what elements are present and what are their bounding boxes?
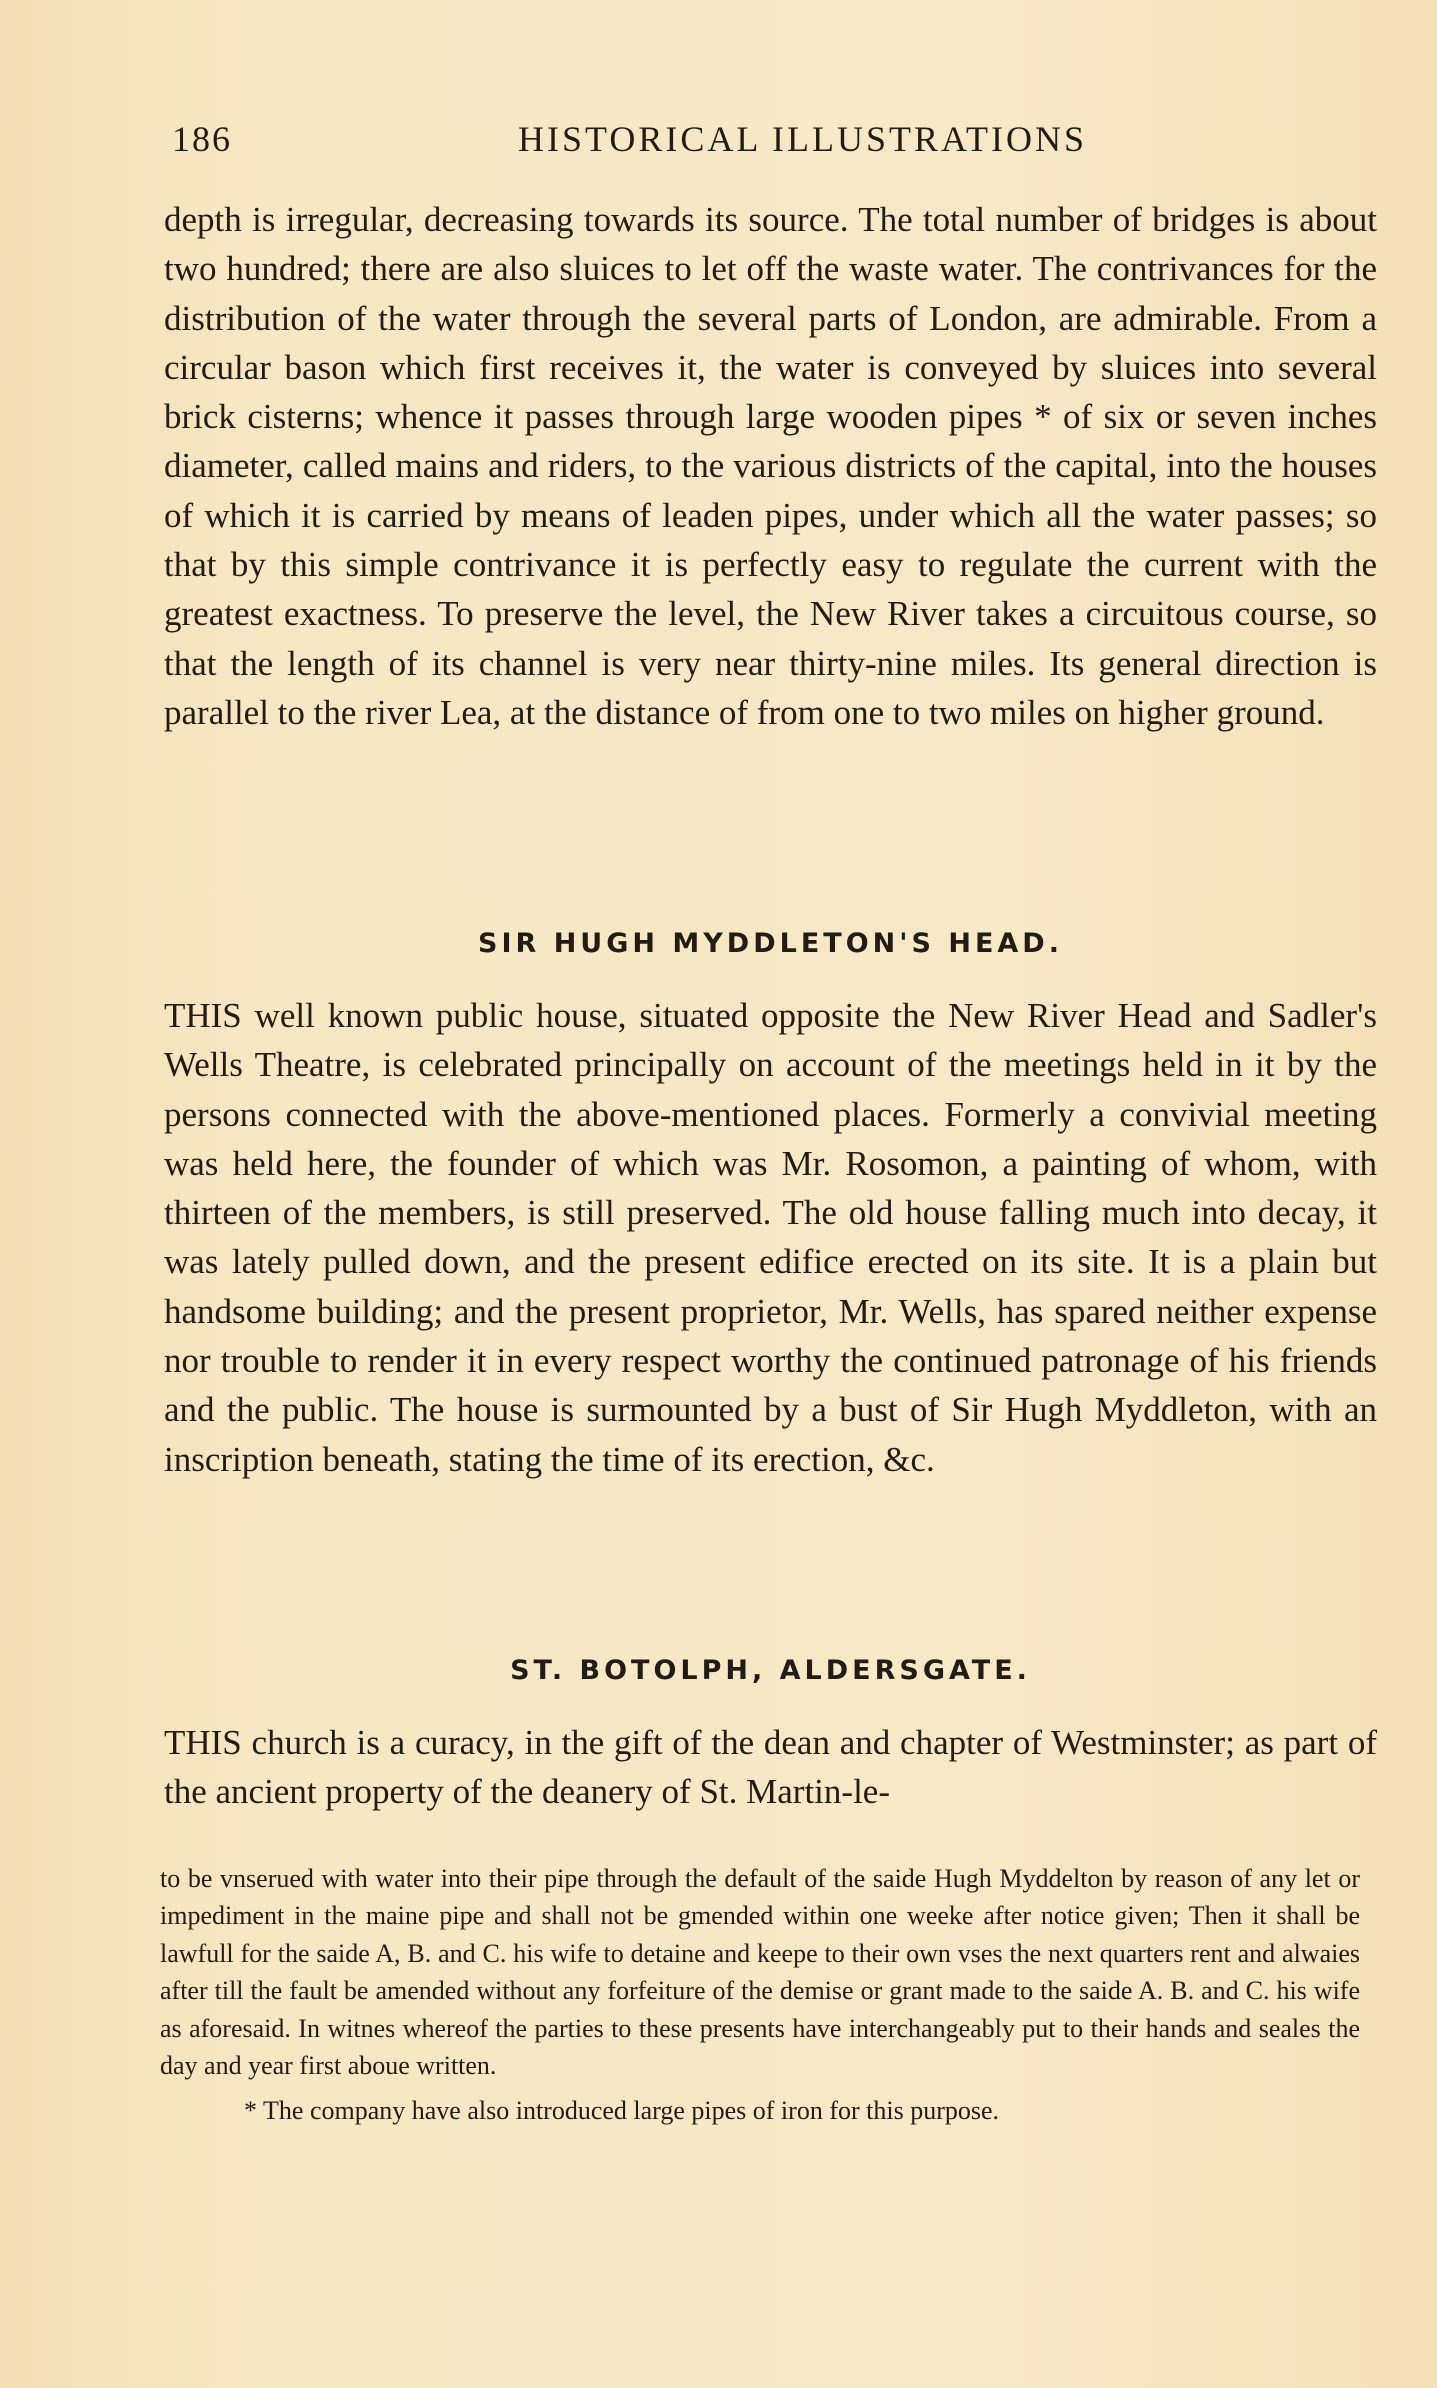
running-head <box>172 118 1367 178</box>
page-number: 186 <box>172 119 232 159</box>
paragraph-text: THIS church is a curacy, in the gift of the dean and chapter of Westminster; as part of the ancient property of the deanery of St. Martin-le- <box>164 1723 1377 1812</box>
section-heading-myddleton: SIR HUGH MYDDLETON'S HEAD. <box>478 928 1063 959</box>
footnote-star: * The company have also introduced large pipes of iron for this purpose. <box>244 2096 1000 2126</box>
continuation-paragraph <box>164 195 1377 737</box>
section-text-st-botolph <box>164 1718 1377 1817</box>
section-heading-st-botolph: ST. BOTOLPH, ALDERSGATE. <box>510 1655 1031 1686</box>
footnote-continuation: to be vnserued with water into their pipe through the default of the saide Hugh Myddelton by reason of any let or impediment in the maine pipe and shall not be gmended within one weeke after notice given; Then it shall be lawfull for the saide A, B. and C. his wife to detaine and keepe to their own vses the next quarters rent and alwaies after till the fault be amended without any forfeiture of the demise or grant made to the saide A. B. and C. his wife as aforesaid. In witnes whereof the parties to these presents have interchangeably put to their hands and seales the day and year first aboue written. <box>160 1864 1360 2081</box>
running-title: HISTORICAL ILLUSTRATIONS <box>518 119 1088 159</box>
paragraph-text: depth is irregular, decreasing towards its source. The total number of bridges is about two hundred; there are also sluices to let off the waste water. The contrivances for the distribution of the water through the several parts of London, are admirable. From a circular bason which first receives it, the water is conveyed by sluices into several brick cisterns; whence it passes through large wooden pipes * of six or seven inches diameter, called mains and riders, to the various districts of the capital, into the houses of which it is carried by means of leaden pipes, under which all the water passes; so that by this simple contrivance it is perfectly easy to regulate the current with the greatest exactness. To preserve the level, the New River takes a circuitous course, so that the length of its channel is very near thirty-nine miles. Its general direction is parallel to the river Lea, at the distance of from one to two miles on higher ground. <box>164 200 1377 732</box>
section-text-myddleton <box>164 991 1377 1484</box>
footnotes <box>160 1860 1360 2130</box>
paragraph-text: THIS well known public house, situated opposite the New River Head and Sadler's Wells Theatre, is celebrated principally on account of the meetings held in it by the persons connected with the above-mentioned places. Formerly a convivial meeting was held here, the founder of which was Mr. Rosomon, a painting of whom, with thirteen of the members, is still preserved. The old house falling much into decay, it was lately pulled down, and the present edifice erected on its site. It is a plain but handsome building; and the present proprietor, Mr. Wells, has spared neither expense nor trouble to render it in every respect worthy the continued patronage of his friends and the public. The house is surmounted by a bust of Sir Hugh Myddleton, with an inscription beneath, stating the time of its erection, &c. <box>164 996 1377 1479</box>
